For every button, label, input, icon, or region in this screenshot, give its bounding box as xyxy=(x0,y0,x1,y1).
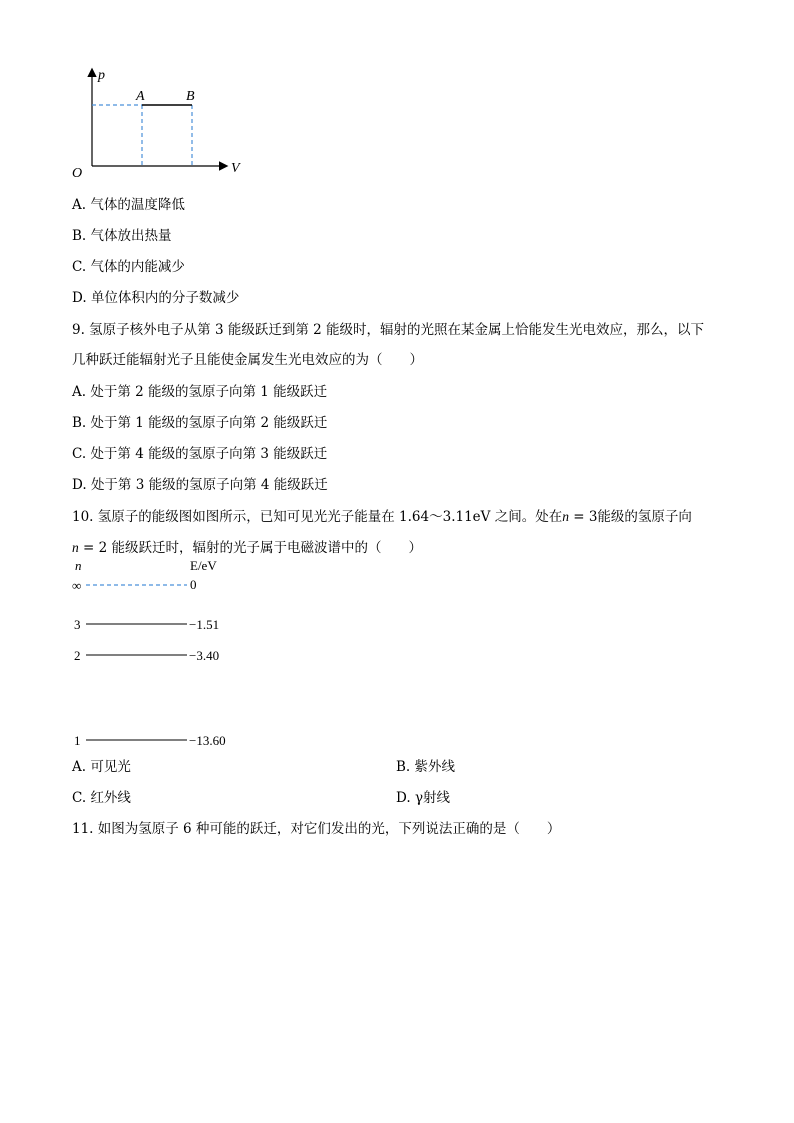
point-a-label: A xyxy=(136,89,145,104)
option-letter: C. xyxy=(72,259,87,275)
option-text: γ射线 xyxy=(414,790,451,806)
origin-label: O xyxy=(72,166,83,181)
q8-option-c[interactable] xyxy=(72,255,185,275)
option-text: 红外线 xyxy=(90,790,131,806)
level-n-inf: ∞ xyxy=(72,578,82,593)
option-letter: B. xyxy=(396,759,411,775)
option-letter: A. xyxy=(72,384,87,400)
option-text: 可见光 xyxy=(90,759,131,775)
point-b-label: B xyxy=(186,89,195,104)
q8-option-b[interactable] xyxy=(72,224,172,244)
option-text: 气体的温度降低 xyxy=(90,197,185,213)
q9-stem-line1: 9. 氢原子核外电子从第 3 能级跃迁到第 2 能级时，辐射的光照在某金属上恰能发生光电效应，那么，以下 xyxy=(72,322,705,338)
level-n-3: 3 xyxy=(74,617,81,632)
v-axis-label: V xyxy=(231,161,240,176)
option-letter: A. xyxy=(72,759,87,775)
q10-option-c[interactable] xyxy=(72,786,131,806)
q10-option-d[interactable] xyxy=(396,786,450,806)
q10-stem-line1 xyxy=(72,505,692,525)
p-axis-label: p xyxy=(98,68,105,83)
e-header: E/eV xyxy=(190,558,217,573)
q9-option-b[interactable] xyxy=(72,411,327,431)
option-text: 紫外线 xyxy=(414,759,456,775)
option-text: 单位体积内的分子数减少 xyxy=(90,290,240,306)
option-letter: C. xyxy=(72,446,87,462)
q10-stem-line2 xyxy=(72,536,422,556)
option-text: 处于第 4 能级的氢原子向第 3 能级跃迁 xyxy=(90,446,328,462)
level-e-3: −1.51 xyxy=(189,617,220,632)
q8-option-d[interactable] xyxy=(72,286,239,306)
q10-var-n: n xyxy=(562,509,569,524)
q9-option-d[interactable] xyxy=(72,473,328,493)
option-text: 处于第 3 能级的氢原子向第 4 能级跃迁 xyxy=(90,477,328,493)
pv-graph xyxy=(66,62,256,184)
option-letter: D. xyxy=(72,290,87,306)
q10-stem-text-a: 10. 氢原子的能级图如图所示，已知可见光光子能量在 1.64～3.11eV 之间。处在 xyxy=(72,509,563,525)
option-letter: D. xyxy=(396,790,411,806)
q10-option-b[interactable] xyxy=(396,755,455,775)
level-e-inf: 0 xyxy=(190,577,197,592)
option-text: 处于第 1 能级的氢原子向第 2 能级跃迁 xyxy=(90,415,328,431)
q10-option-a[interactable] xyxy=(72,755,131,775)
q10-var-n2: n xyxy=(72,540,79,555)
q9-option-c[interactable] xyxy=(72,442,327,462)
option-letter: A. xyxy=(72,197,87,213)
option-text: 气体的内能减少 xyxy=(90,259,185,275)
level-e-2: −3.40 xyxy=(189,648,220,663)
q10-stem-text-c: = 2 能级跃迁时，辐射的光子属于电磁波谱中的（ ） xyxy=(78,540,423,556)
q9-option-a[interactable] xyxy=(72,380,327,400)
energy-level-diagram xyxy=(66,556,266,750)
level-n-1: 1 xyxy=(74,733,81,748)
q9-stem-line2: 几种跃迁能辐射光子且能使金属发生光电效应的为（ ） xyxy=(72,352,423,368)
option-letter: B. xyxy=(72,415,87,431)
option-letter: C. xyxy=(72,790,87,806)
q11-stem-line1: 11. 如图为氢原子 6 种可能的跃迁，对它们发出的光，下列说法正确的是（ ） xyxy=(72,821,561,837)
q8-option-a[interactable] xyxy=(72,193,185,213)
option-text: 处于第 2 能级的氢原子向第 1 能级跃迁 xyxy=(90,384,328,400)
option-text: 气体放出热量 xyxy=(90,228,172,244)
level-n-2: 2 xyxy=(74,648,81,663)
option-letter: D. xyxy=(72,477,87,493)
level-e-1: −13.60 xyxy=(189,733,226,748)
option-letter: B. xyxy=(72,228,87,244)
n-header: n xyxy=(75,558,82,573)
q10-stem-text-b: = 3能级的氢原子向 xyxy=(568,509,692,525)
